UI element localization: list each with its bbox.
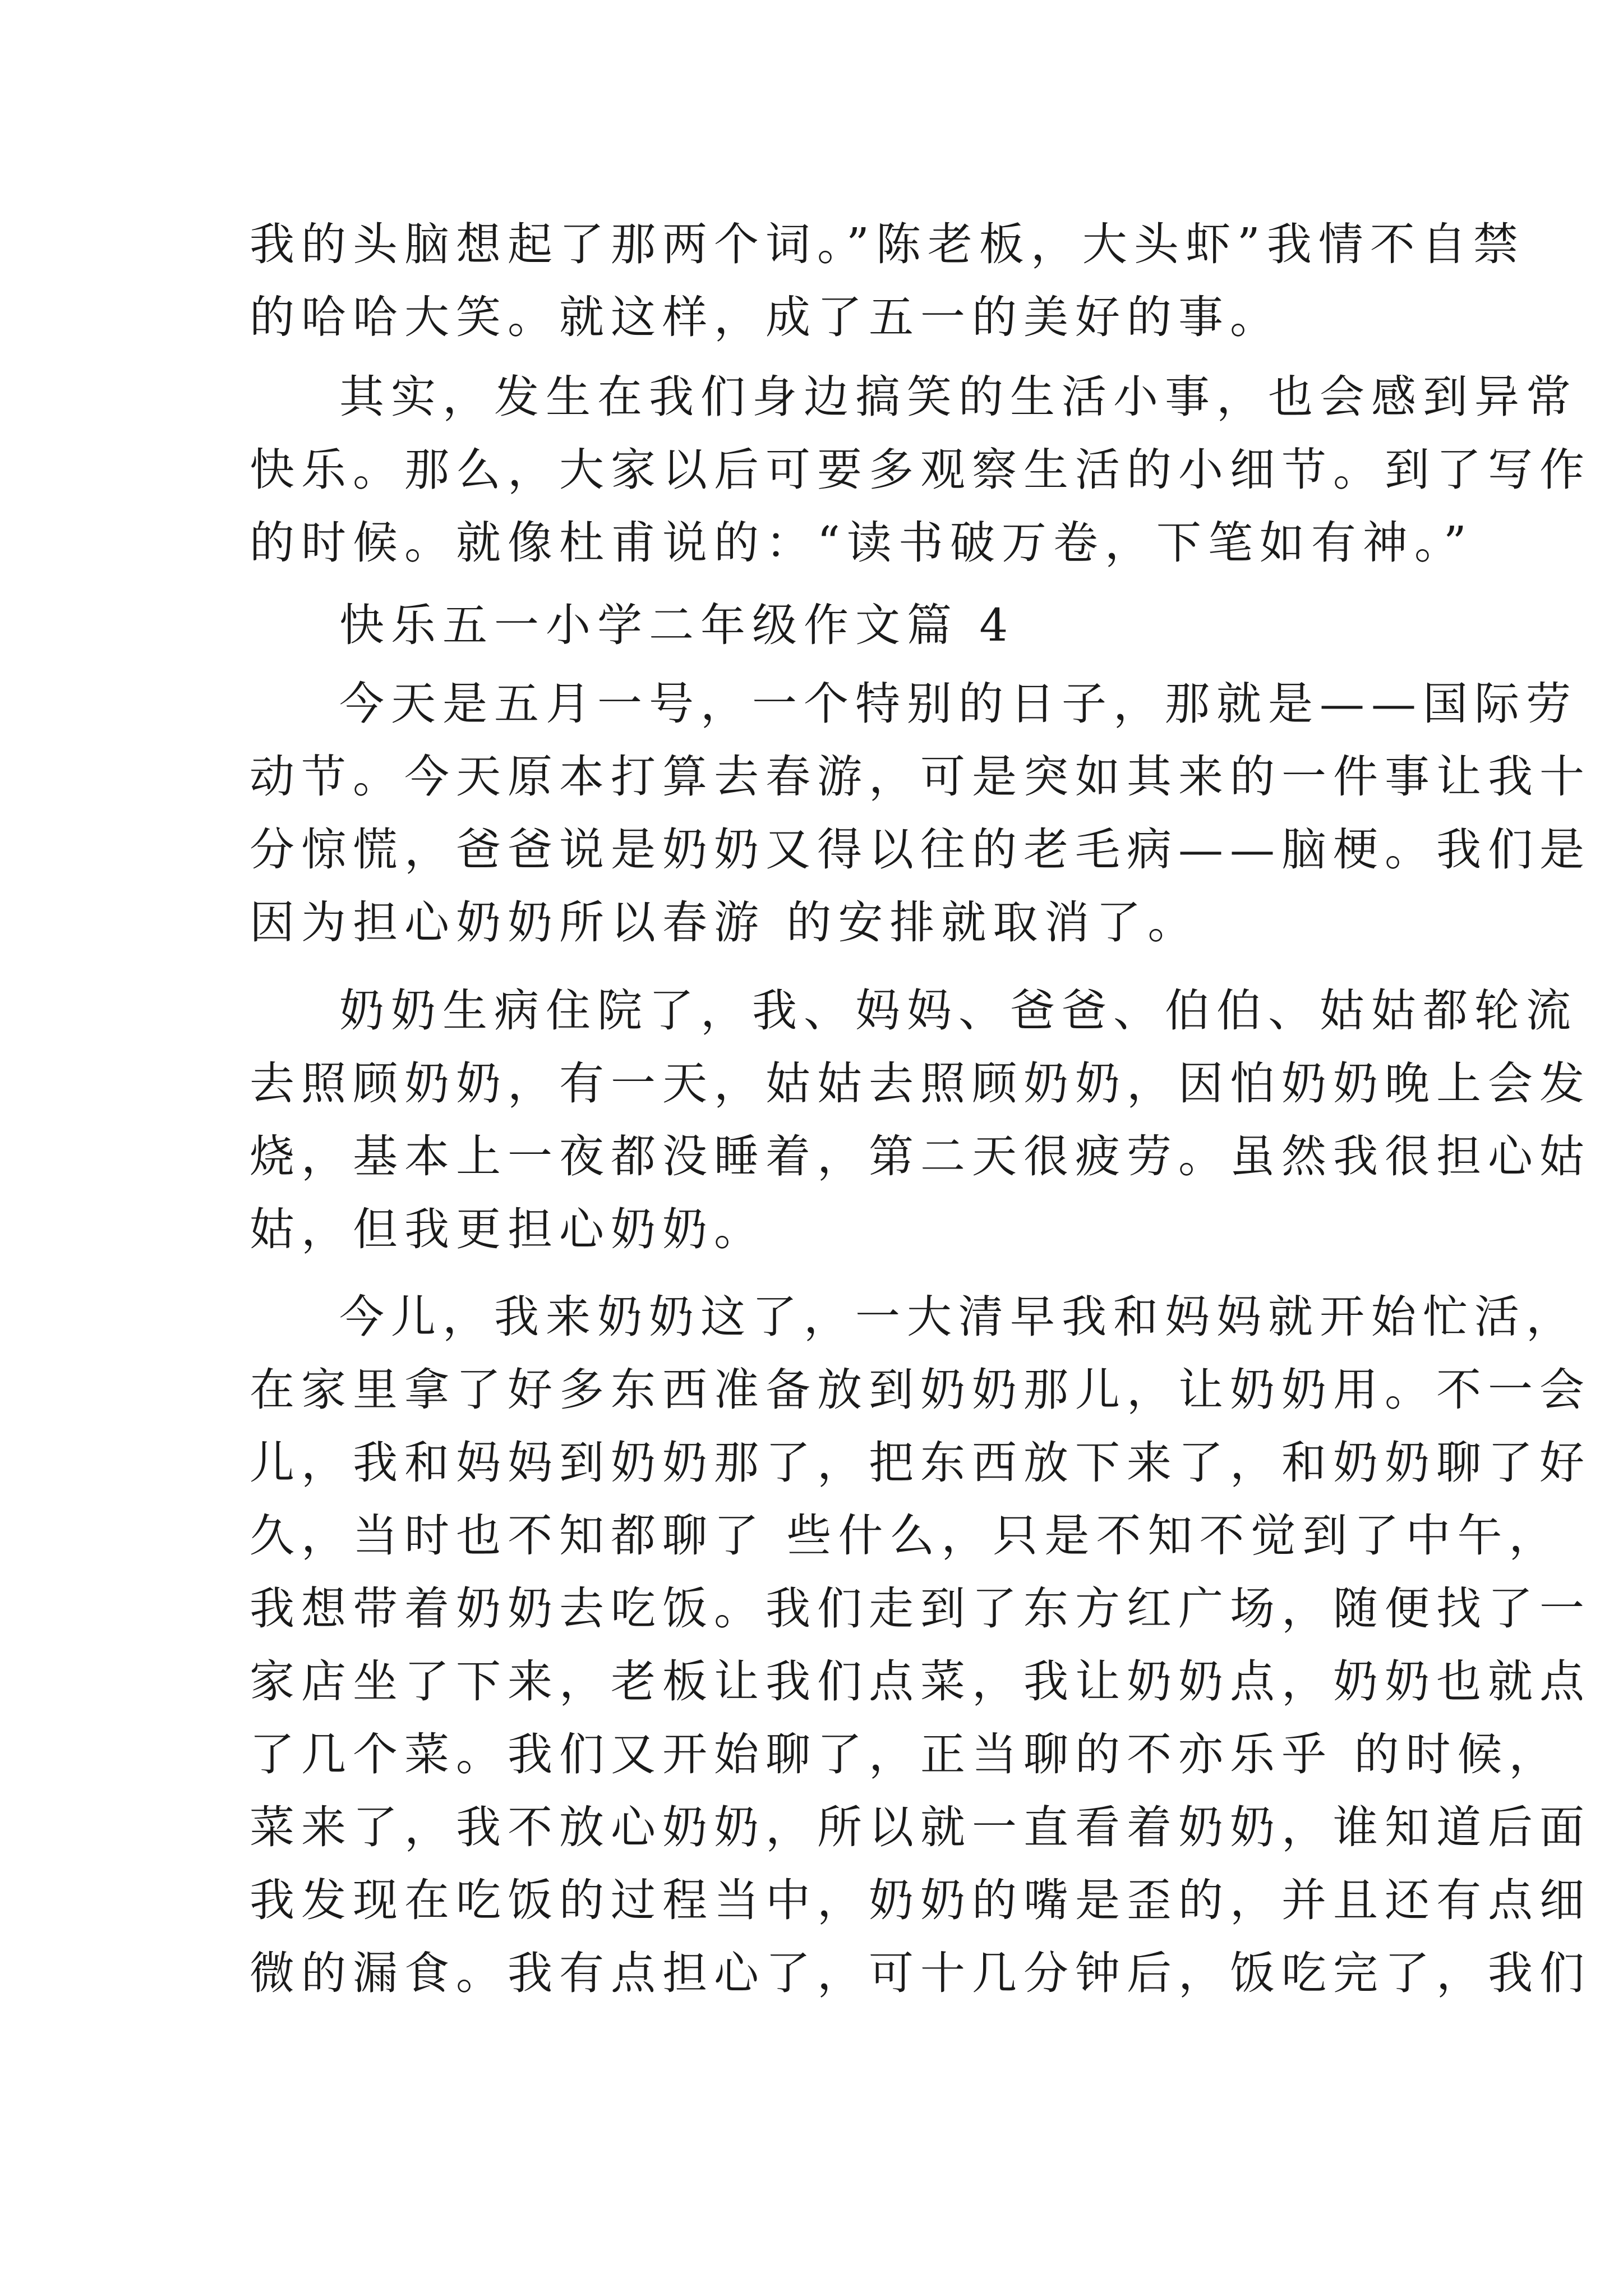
text-line: 家店坐了下来，老板让我们点菜，我让奶奶点，奶奶也就点	[250, 1655, 1591, 1708]
text-line: 烧，基本上一夜都没睡着，第二天很疲劳。虽然我很担心姑	[250, 1130, 1591, 1182]
text-line: 我的头脑想起了那两个词。”陈老板，大头虾”我情不自禁	[250, 218, 1525, 270]
text-line: 其实，发生在我们身边搞笑的生活小事，也会感到异常	[339, 371, 1578, 423]
text-line: 去照顾奶奶，有一天，姑姑去照顾奶奶，因怕奶奶晚上会发	[250, 1057, 1591, 1110]
text-line: 今天是五月一号，一个特别的日子，那就是——国际劳	[339, 678, 1578, 730]
text-line: 了几个菜。我们又开始聊了，正当聊的不亦乐乎 的时候，	[250, 1728, 1561, 1780]
text-line: 姑，但我更担心奶奶。	[250, 1203, 766, 1255]
text-line: 儿，我和妈妈到奶奶那了，把东西放下来了，和奶奶聊了好	[250, 1437, 1591, 1489]
text-line: 的时候。就像杜甫说的：“读书破万卷，下笔如有神。”	[250, 517, 1473, 569]
text-line: 的哈哈大笑。就这样，成了五一的美好的事。	[250, 291, 1281, 343]
text-line: 我想带着奶奶去吃饭。我们走到了东方红广场，随便找了一	[250, 1582, 1591, 1635]
text-line: 快乐。那么，大家以后可要多观察生活的小细节。到了写作	[250, 444, 1591, 496]
text-line: 因为担心奶奶所以春游 的安排就取消了。	[250, 896, 1200, 949]
section-heading: 快乐五一小学二年级作文篇 4	[339, 599, 1015, 651]
text-line: 分惊慌，爸爸说是奶奶又得以往的老毛病——脑梗。我们是	[250, 823, 1591, 876]
text-line: 久，当时也不知都聊了 些什么，只是不知不觉到了中午，	[250, 1510, 1561, 1562]
text-line: 微的漏食。我有点担心了，可十几分钟后，饭吃完了，我们	[250, 1947, 1591, 1999]
text-line: 今儿，我来奶奶这了，一大清早我和妈妈就开始忙活，	[339, 1291, 1578, 1343]
text-line: 我发现在吃饭的过程当中，奶奶的嘴是歪的，并且还有点细	[250, 1874, 1591, 1926]
text-line: 在家里拿了好多东西准备放到奶奶那儿，让奶奶用。不一会	[250, 1364, 1591, 1416]
text-line: 动节。今天原本打算去春游，可是突如其来的一件事让我十	[250, 751, 1591, 803]
text-line: 奶奶生病住院了，我、妈妈、爸爸、伯伯、姑姑都轮流	[339, 984, 1578, 1037]
text-line: 菜来了，我不放心奶奶，所以就一直看着奶奶，谁知道后面	[250, 1801, 1591, 1853]
